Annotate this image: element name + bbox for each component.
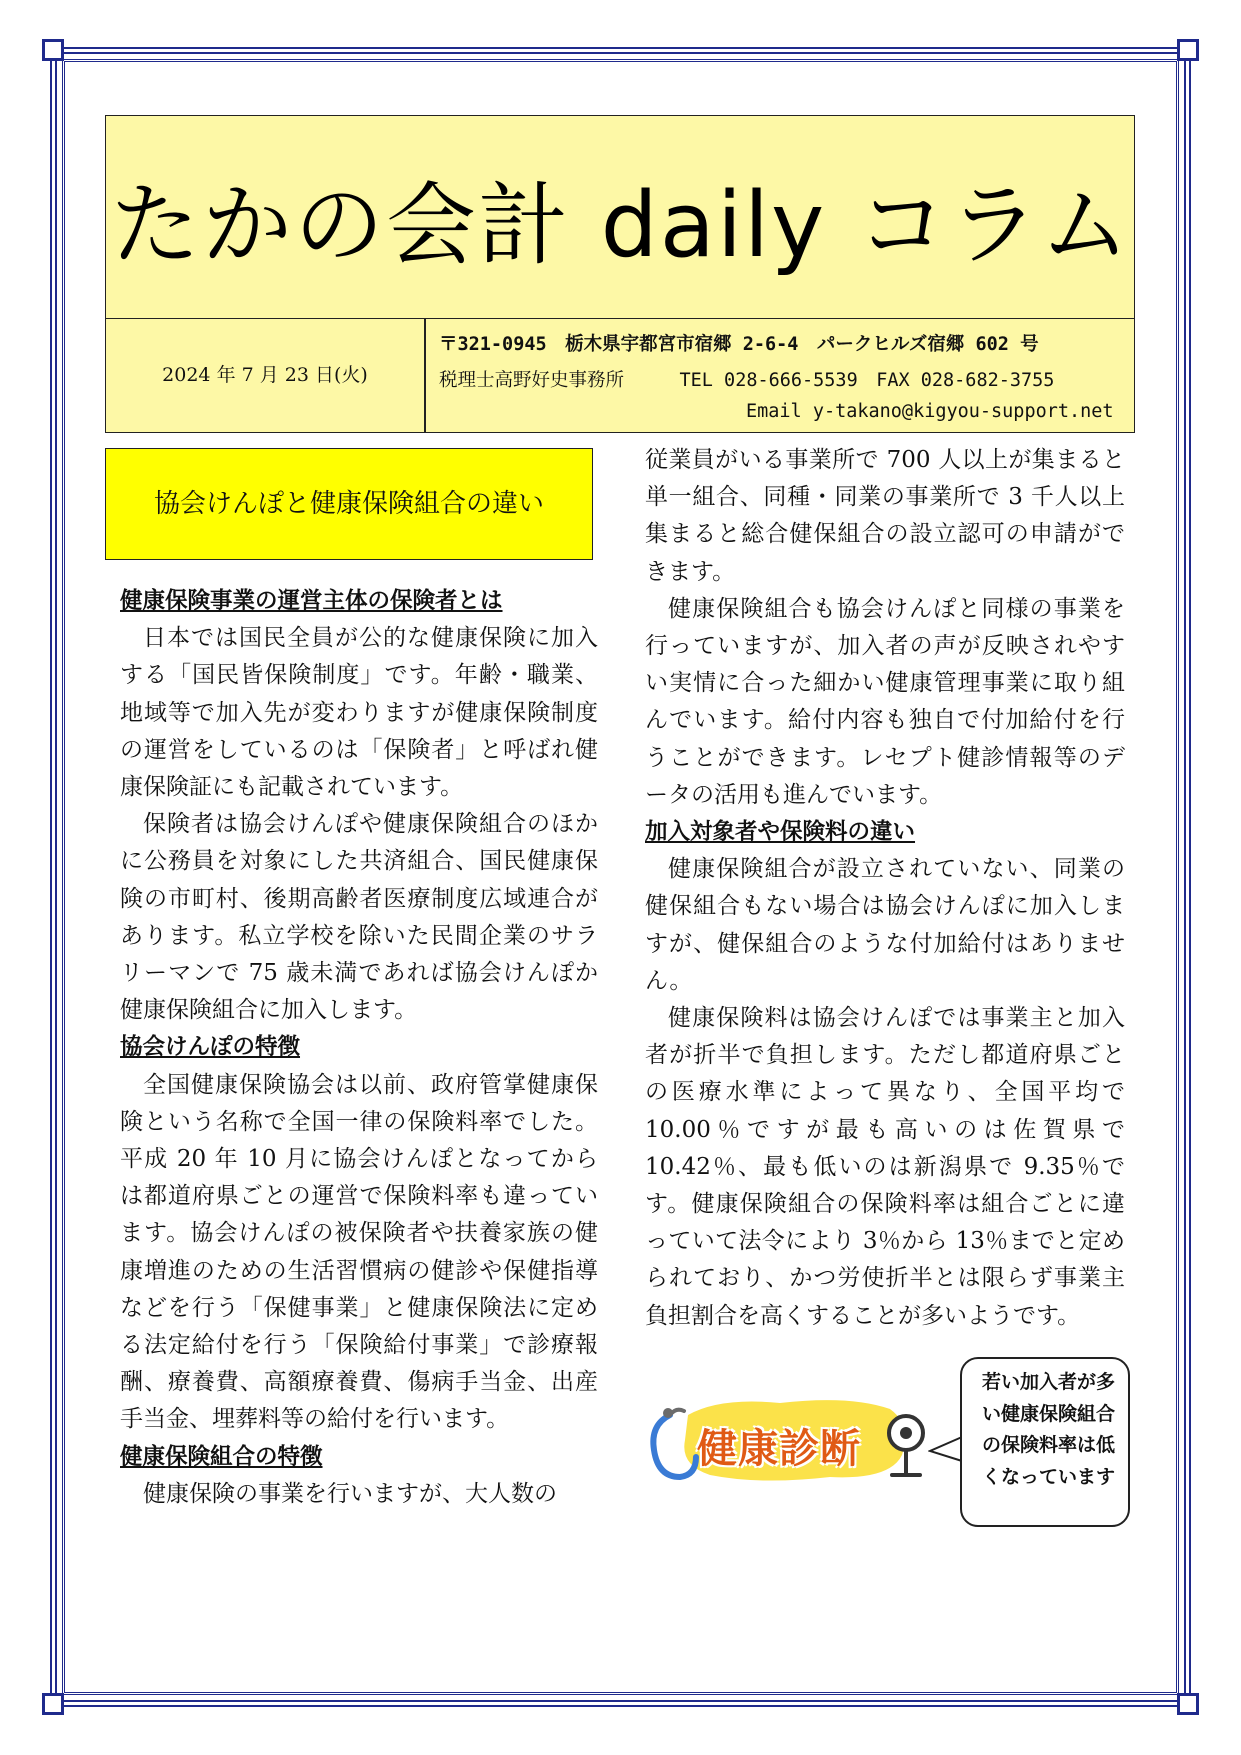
paragraph: 健康保険組合も協会けんぽと同様の事業を行っていますが、加入者の声が反映されやすい実情に合った細かい健康管理事業に取り組んでいます。給付内容も独自で付加給付を行うことができます。レセプト健診情報等のデータの活用も進んでいます。 [645, 595, 1125, 808]
article-column-right [645, 442, 1125, 1335]
paragraph: 健康保険組合が設立されていない、同業の健保組合もない場合は協会けんぽに加入しますが、健保組合のような付加給付はありません。 [645, 856, 1125, 994]
article-column-left [120, 583, 598, 1513]
section-heading: 協会けんぽの特徴 [120, 1034, 301, 1061]
frame-corner [42, 39, 64, 61]
header-banner [105, 115, 1135, 320]
article-title: 協会けんぽと健康保険組合の違い [153, 489, 544, 519]
paragraph: 全国健康保険協会は以前、政府管掌健康保険という名称で全国一律の保険料率でした。平成 20 年 10 月に協会けんぽとなってからは都道府県ごとの運営で保険料率も違っています。協会けんぽの被保険者や扶養家族の健康増進のための生活習慣病の健診や保健指導などを行う「保健事業」と健康保険法に定める法定給付を行う「保険給付事業」で診療報酬、療養費、高額療養費、傷病手当金、出産手当金、埋葬料等の給付を行います。 [120, 1071, 598, 1433]
section-heading: 健康保険事業の運営主体の保険者とは [120, 588, 503, 614]
office-contact: 税理士高野好史事務所 TEL 028-666-5539 FAX 028-682-3755 [439, 370, 1055, 391]
speech-bubble-text: 若い加入者が多い健康保険組合の保険料率は低くなっています [982, 1371, 1116, 1488]
info-divider [424, 319, 426, 432]
speech-bubble [960, 1357, 1130, 1527]
article-title-box [105, 448, 593, 560]
paragraph: 健康保険料は協会けんぽでは事業主と加入者が折半で負担します。ただし都道府県ごとの医療水準によって異なり、全国平均で 10.00％ですが最も高いのは佐賀県で 10.42％、最も低いのは新潟県で 9.35％です。健康保険組合の保険料率は組合ごとに違っていて法令により 3％から 13％までと定められており、かつ労使折半とは限らず事業主負担割合を高くすることが多いようです。 [645, 1005, 1125, 1329]
paragraph: 保険者は協会けんぽや健康保険組合のほかに公務員を対象にした共済組合、国民健康保険の市町村、後期高齢者医療制度広域連合があります。私立学校を除いた民間企業のサラリーマンで 75 歳未満であれば協会けんぽか健康保険組合に加入します。 [120, 811, 598, 1024]
illustration-label: 健康診断 [697, 1426, 861, 1472]
page-title: たかの会計 daily コラム [110, 173, 1132, 278]
frame-corner [42, 1693, 64, 1715]
office-email: Email y-takano@kigyou-support.net [746, 401, 1114, 422]
header-info-row [105, 318, 1135, 433]
section-heading: 加入対象者や保険料の違い [645, 819, 916, 846]
paragraph-continued: 従業員がいる事業所で 700 人以上が集まると単一組合、同種・同業の事業所で 3 千人以上集まると総合健保組合の設立認可の申請ができます。 [645, 447, 1125, 585]
paragraph: 日本では国民全員が公的な健康保険に加入する「国民皆保険制度」です。年齢・職業、地域等で加入先が変わりますが健康保険制度の運営をしているのは「保険者」と呼ばれ健康保険証にも記載されています。 [120, 625, 598, 801]
frame-corner [1177, 1693, 1199, 1715]
section-heading: 健康保険組合の特徴 [120, 1443, 323, 1470]
issue-date: 2024 年 7 月 23 日(火) [162, 364, 368, 386]
frame-corner [1177, 39, 1199, 61]
office-address: 〒321-0945 栃木県宇都宮市宿郷 2-6-4 パークヒルズ宿郷 602 号 [439, 334, 1039, 355]
paragraph: 健康保険の事業を行いますが、大人数の [143, 1480, 557, 1507]
health-checkup-illustration [640, 1385, 935, 1495]
